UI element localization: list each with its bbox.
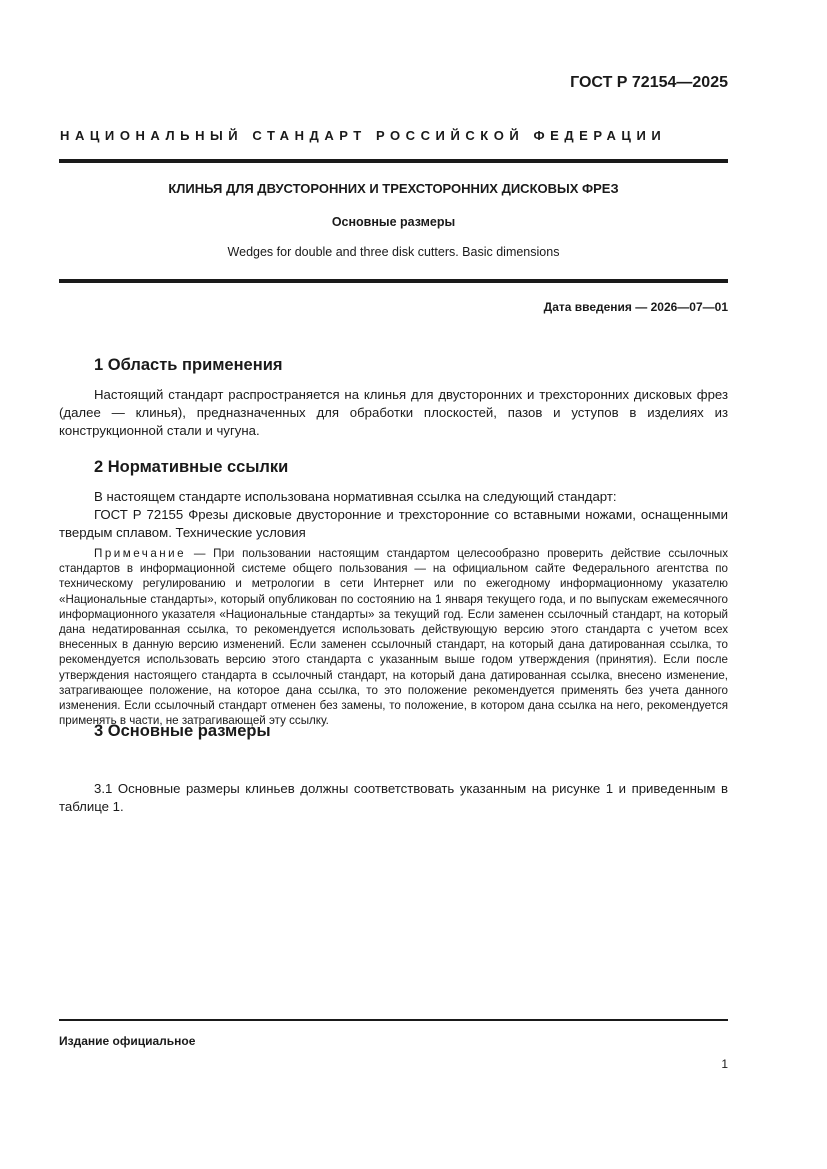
document-title-english: Wedges for double and three disk cutters. Basic dimensions bbox=[227, 245, 560, 259]
title-divider bbox=[59, 279, 728, 283]
edition-label: Издание официальное bbox=[59, 1034, 196, 1048]
document-title: КЛИНЬЯ ДЛЯ ДВУСТОРОННИХ И ТРЕХСТОРОННИХ ДИСКОВЫХ ФРЕЗ bbox=[168, 181, 619, 196]
section-heading-dimensions: 3 Основные размеры bbox=[94, 722, 271, 740]
footer-divider bbox=[59, 1019, 728, 1021]
page-number: 1 bbox=[721, 1057, 728, 1071]
scope-paragraph: Настоящий стандарт распространяется на клинья для двусторонних и трехсторонних дисковых фрез (далее — клинья), предназначенных для обработки плоскостей, пазов и уступов в изделиях из конструкционной стали и чугуна. bbox=[59, 387, 728, 438]
national-standard-label: НАЦИОНАЛЬНЫЙ СТАНДАРТ РОССИЙСКОЙ ФЕДЕРАЦИИ bbox=[60, 128, 667, 143]
section-heading-scope: 1 Область применения bbox=[94, 356, 283, 374]
reference-item: ГОСТ Р 72155 Фрезы дисковые двусторонние и трехсторонние со вставными ножами, оснащенными твердым сплавом. Технические условия bbox=[59, 507, 728, 540]
document-number: ГОСТ Р 72154—2025 bbox=[570, 74, 728, 91]
references-paragraph: В настоящем стандарте использована нормативная ссылка на следующий стандарт: bbox=[94, 489, 617, 504]
document-subtitle: Основные размеры bbox=[331, 215, 456, 229]
note-text: — При пользовании настоящим стандартом целесообразно проверить действие ссылочных стандартов в информационной системе общего пользования — на официальном сайте Федерального агентства по техническому регулированию и метрологии в сети Интернет или по ежегодному информационному указателю «Национальные стандарты», который опубликован по состоянию на 1 января текущего года, и по выпускам ежемесячного информационного указателя «Национальные стандарты» за текущий год. Если заменен ссылочный стандарт, на который дана недатированная ссылка, то рекомендуется использовать действующую версию этого стандарта с учетом всех внесенных в данную версию изменений. Если заменен ссылочный стандарт, на который дана датированная ссылка, то рекомендуется использовать версию этого стандарта с указанным выше годом утверждения (принятия). Если после утверждения настоящего стандарта в ссылочный стандарт, на который дана датированная ссылка, внесено изменение, затрагивающее положение, на которое дана ссылка, то это положение рекомендуется применять без учета данного изменения. Если ссылочный стандарт отменен без замены, то положение, в котором дана ссылка на него, рекомендуется применять в части, не затрагивающей эту ссылку. bbox=[59, 547, 728, 728]
dimensions-paragraph: 3.1 Основные размеры клиньев должны соответствовать указанным на рисунке 1 и приведенным в таблице 1. bbox=[59, 781, 728, 814]
section-heading-references: 2 Нормативные ссылки bbox=[94, 458, 289, 476]
top-divider bbox=[59, 159, 728, 163]
introduction-date: Дата введения — 2026—07—01 bbox=[543, 300, 728, 314]
note-label: Примечание bbox=[94, 547, 187, 560]
note-paragraph bbox=[59, 546, 728, 728]
